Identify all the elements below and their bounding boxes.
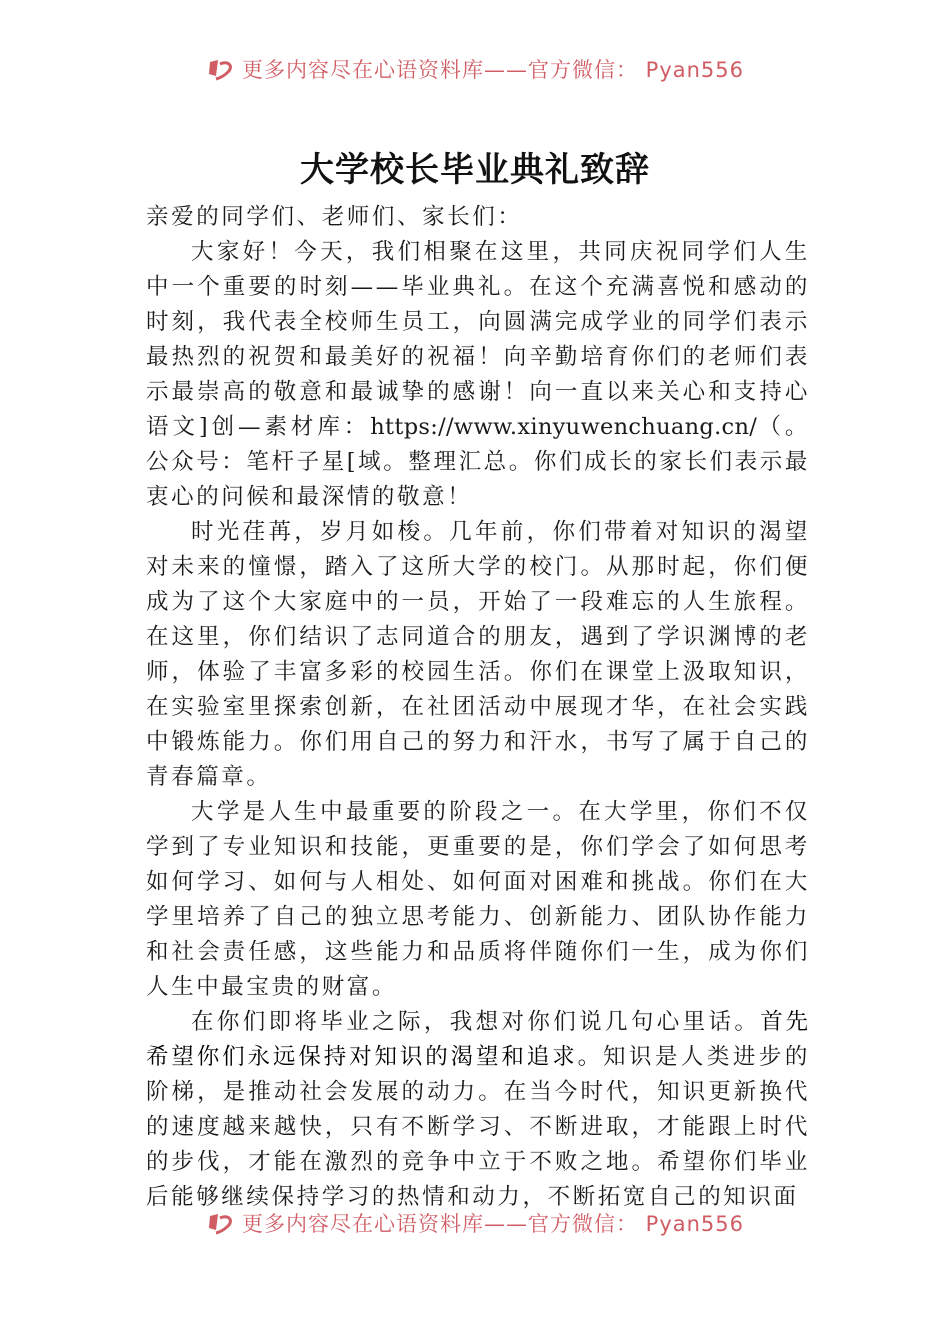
paragraph-1-text-a: 大家好！今天，我们相聚在这里，共同庆祝同学们人生中一个重要的时刻——毕业典礼。在这个充满喜悦和感动的时刻，我代表全校师生员工，向圆满完成学业的同学们表示最热烈的祝贺和最美好的祝福！向辛勤培育你们的老师们表示最崇高的敬意和最诚挚的感谢！向一直以来关心和支持心语文]创—素材库： <box>146 239 810 440</box>
watermark-logo-icon <box>206 1210 236 1236</box>
greeting: 亲爱的同学们、老师们、家长们： <box>146 204 523 230</box>
paragraph-4-text-b: 知识是人类进步的阶梯，是推动社会发展的动力。在当今时代，知识更新换代的速度越来越快，只有不断学习、不断进取，才能跟上时代的步伐，才能在激烈的竞争中立于不败之地。希望你们毕业后能够继续保持学习的热情和动力，不断拓宽自己的知识面 <box>146 1044 810 1210</box>
watermark-text: 更多内容尽在心语资料库——官方微信： Pyan556 <box>241 58 745 82</box>
paragraph-4 <box>146 1005 810 1215</box>
watermark-text: 更多内容尽在心语资料库——官方微信： Pyan556 <box>241 1212 745 1236</box>
watermark-header <box>0 54 950 84</box>
watermark-footer <box>0 1208 950 1238</box>
source-url: https://www.xinyuwenchuang.cn/ <box>370 414 758 440</box>
paragraph-1-text-b: （。公众号：笔杆子星[域。整理汇总。你们成长的家长们表示最衷心的问候和最深情的敬意！ <box>146 414 811 510</box>
document-body <box>146 200 810 1215</box>
page-title: 大学校长毕业典礼致辞 <box>300 150 650 190</box>
paragraph-4-highlight: 首先希望你们永远保持对知识的渴望和追求。 <box>146 1009 810 1070</box>
paragraph-1 <box>146 235 810 515</box>
paragraph-2: 时光荏苒，岁月如梭。几年前，你们带着对知识的渴望对未来的憧憬，踏入了这所大学的校门。从那时起，你们便成为了这个大家庭中的一员，开始了一段难忘的人生旅程。在这里，你们结识了志同道合的朋友，遇到了学识渊博的老师，体验了丰富多彩的校园生活。你们在课堂上汲取知识，在实验室里探索创新，在社团活动中展现才华，在社会实践中锻炼能力。你们用自己的努力和汗水，书写了属于自己的青春篇章。 <box>146 519 810 790</box>
paragraph-3: 大学是人生中最重要的阶段之一。在大学里，你们不仅学到了专业知识和技能，更重要的是，你们学会了如何思考如何学习、如何与人相处、如何面对困难和挑战。你们在大学里培养了自己的独立思考能力、创新能力、团队协作能力和社会责任感，这些能力和品质将伴随你们一生，成为你们人生中最宝贵的财富。 <box>146 799 810 1000</box>
watermark-logo-icon <box>206 56 236 82</box>
paragraph-4-text-a: 在你们即将毕业之际，我想对你们说几句心里话。 <box>191 1009 761 1035</box>
